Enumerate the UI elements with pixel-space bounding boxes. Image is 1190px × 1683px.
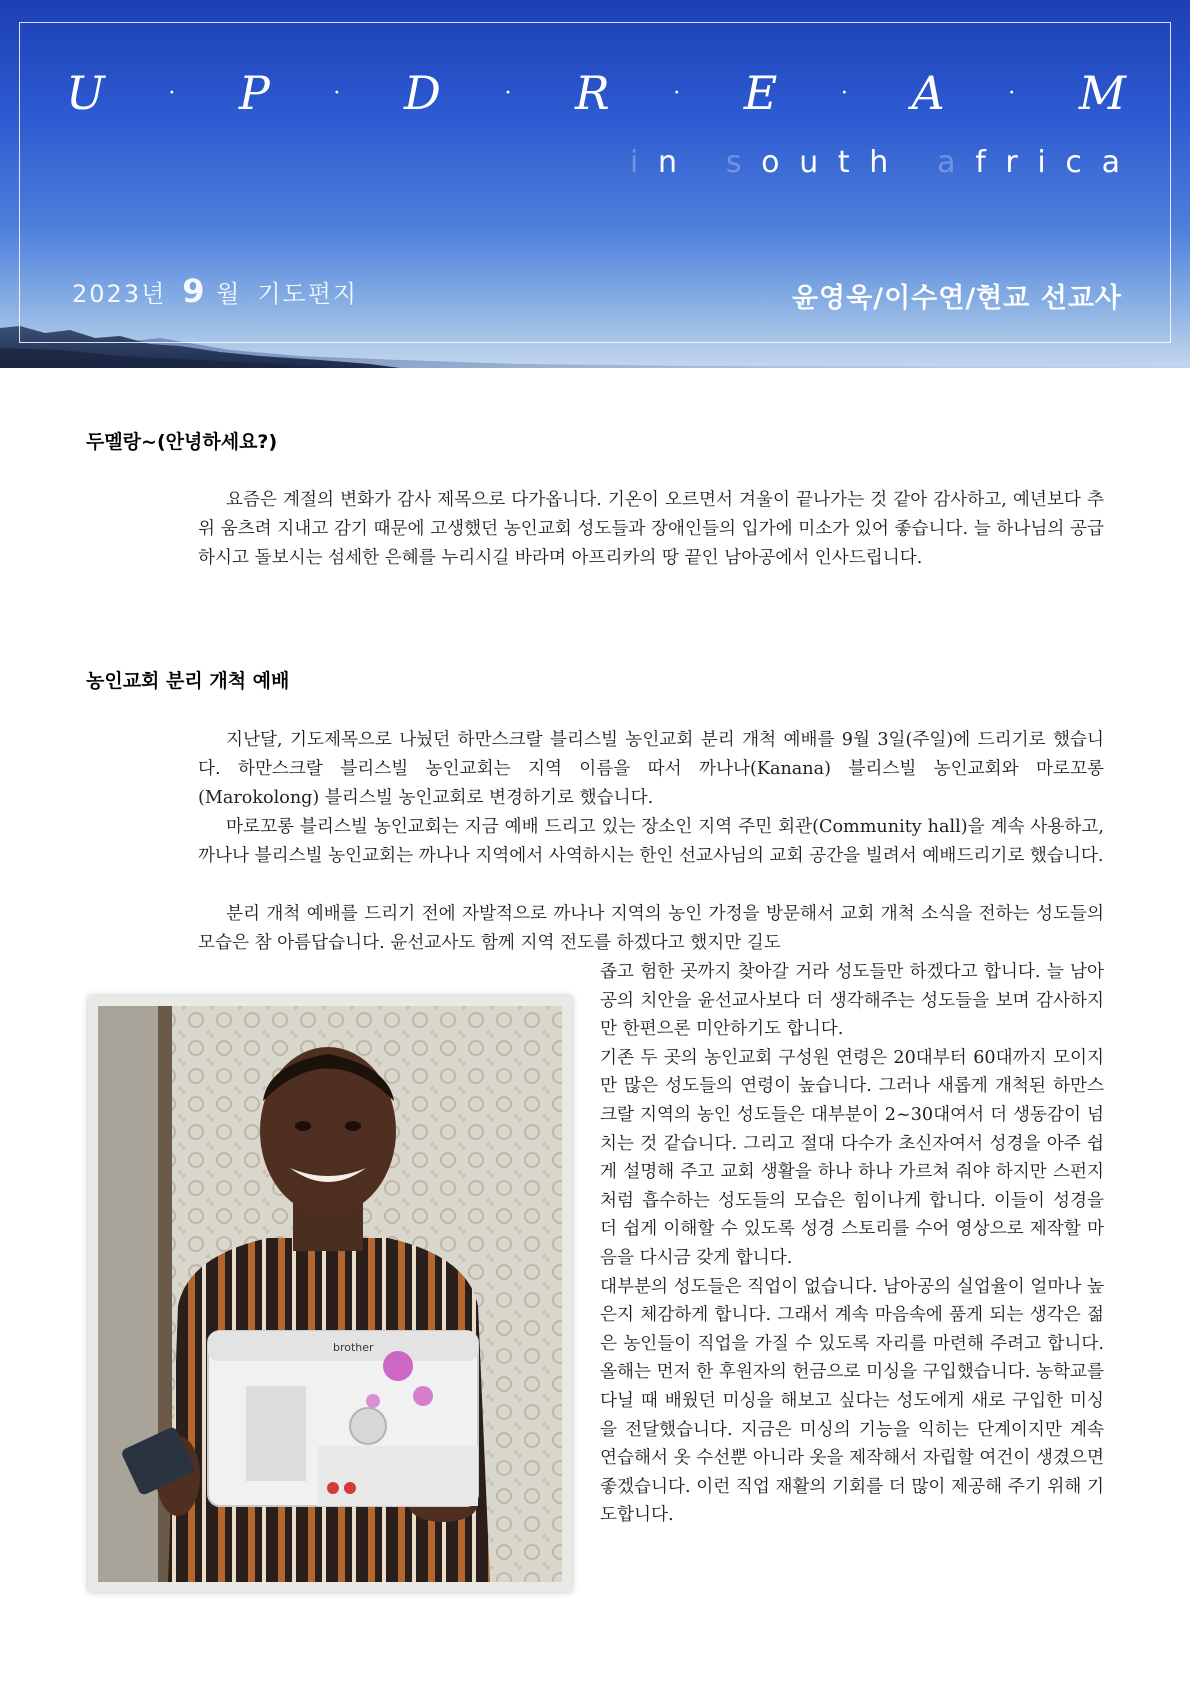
title-separator: · [168,80,176,106]
banner-subtitle [630,142,1120,182]
machine-brand-label: brother [333,1341,374,1354]
missionary-names: 윤영욱/이수연/현교 선교사 [791,283,1122,314]
subtitle-letter: i [1037,144,1046,180]
title-letter: R [575,66,610,120]
column-paragraph-3: 대부분의 성도들은 직업이 없습니다. 남아공의 실업율이 얼마나 높은지 체감하게 합니다. 그래서 계속 마음속에 품게 되는 생각은 젊은 농인들이 직업을 가질 수 있도록 자리를 마련해 주려고 합니다. 올해는 먼저 한 후원자의 헌금으로 미싱을 구입했습니다. 농학교를 다닐 때 배웠던 미싱을 해보고 싶다는 성도에게 새로 구입한 미싱을 전달했습니다. 지금은 미싱의 기능을 익히는 단계이지만 계속 연습해서 옷 수선뿐 아니라 옷을 제작해서 자립할 여건이 생겼으면 좋겠습니다. 이런 직업 재활의 기회를 더 많이 제공해 주기 위해 기도합니다. [600,1276,1104,1526]
column-paragraph-2: 기존 두 곳의 농인교회 구성원 연령은 20대부터 60대까지 모이지만 많은 성도들의 연령이 높습니다. 그러나 새롭게 개척된 하만스크랄 지역의 농인 성도들은 대부분이 2~30대여서 더 생동감이 넘치는 것 같습니다. 그리고 절대 다수가 초신자여서 성경을 아주 쉽게 설명해 주고 교회 생활을 하나 하나 가르쳐 줘야 하지만 스펀지처럼 흡수하는 성도들의 모습은 힘이나게 합니다. 이들이 성경을 더 쉽게 이해할 수 있도록 성경 스토리를 수어 영상으로 제작할 마음을 다시금 갖게 합니다. [600,1047,1104,1268]
title-letter: M [1078,66,1126,120]
year: 2023년 [72,280,167,308]
header-banner [0,0,1190,368]
letter-type: 기도편지 [257,280,359,308]
section-heading-greeting: 두멜랑~(안녕하세요?) [86,431,278,453]
section-heading-church-plant: 농인교회 분리 개척 예배 [86,670,290,692]
church-plant-paragraph-3: 분리 개척 예배를 드리기 전에 자발적으로 까나나 지역의 농인 가정을 방문해서 교회 개척 소식을 전하는 성도들의 모습은 참 아름답습니다. 윤선교사도 함께 지역 전도를 하겠다고 했지만 길도 [198,904,1104,953]
subtitle-letter: a [1101,144,1120,180]
subtitle-letter: n [658,144,678,180]
title-separator: · [504,80,512,106]
church-plant-paragraph-2: 마로꼬롱 블리스빌 농인교회는 지금 예배 드리고 있는 장소인 지역 주민 회관(Community hall)을 계속 사용하고, 까나나 블리스빌 농인교회는 까나나 지역에서 사역하시는 한인 선교사님의 교회 공간을 빌려서 예배드리기로 했습니다. [198,817,1104,866]
subtitle-letter: f [975,144,986,180]
prayer-letter-date [72,272,358,310]
subtitle-letter: r [1005,144,1018,180]
photo-frame [88,996,572,1592]
subtitle-space [908,145,918,180]
title-letter: A [911,66,945,120]
subtitle-letter: o [761,144,780,180]
article-column [600,958,1104,1530]
title-separator: · [333,80,341,106]
subtitle-letter: s [725,144,742,180]
subtitle-letter: i [630,144,639,180]
month-suffix: 월 [216,280,242,308]
title-separator: · [1008,80,1016,106]
photo-man-with-sewing-machine [98,1006,562,1582]
title-separator: · [840,80,848,106]
subtitle-letter: h [869,144,889,180]
church-plant-paragraph-1: 지난달, 기도제목으로 나눴던 하만스크랄 블리스빌 농인교회 분리 개척 예배를 9월 3일(주일)에 드리기로 했습니다. 하만스크랄 블리스빌 농인교회는 지역 이름을 따서 까나나(Kanana) 블리스빌 농인교회와 마로꼬롱(Marokolong) 블리스빌 농인교회로 변경하기로 했습니다. [198,730,1104,808]
title-letter: E [743,66,778,120]
updream-title [66,58,1126,128]
title-separator: · [673,80,681,106]
title-letter: P [238,66,270,120]
subtitle-letter: c [1065,144,1082,180]
month: 9 [182,272,207,310]
subtitle-space [697,145,707,180]
greeting-paragraph: 요즘은 계절의 변화가 감사 제목으로 다가옵니다. 기온이 오르면서 겨울이 끝나가는 것 같아 감사하고, 예년보다 추위 움츠려 지내고 감기 때문에 고생했던 농인교회 성도들과 장애인들의 입가에 미소가 있어 좋습니다. 늘 하나님의 공급하시고 돌보시는 섬세한 은혜를 누리시길 바라며 아프리카의 땅 끝인 남아공에서 인사드립니다. [198,490,1104,568]
subtitle-letter: t [837,144,850,180]
column-paragraph-1: 좁고 험한 곳까지 찾아갈 거라 성도들만 하겠다고 합니다. 늘 남아공의 치안을 윤선교사보다 더 생각해주는 성도들을 보며 감사하지만 한편으론 미안하기도 합니다. [600,962,1104,1040]
subtitle-letter: u [799,144,819,180]
title-letter: U [66,66,105,120]
title-letter: D [403,66,441,120]
subtitle-letter: a [937,144,956,180]
